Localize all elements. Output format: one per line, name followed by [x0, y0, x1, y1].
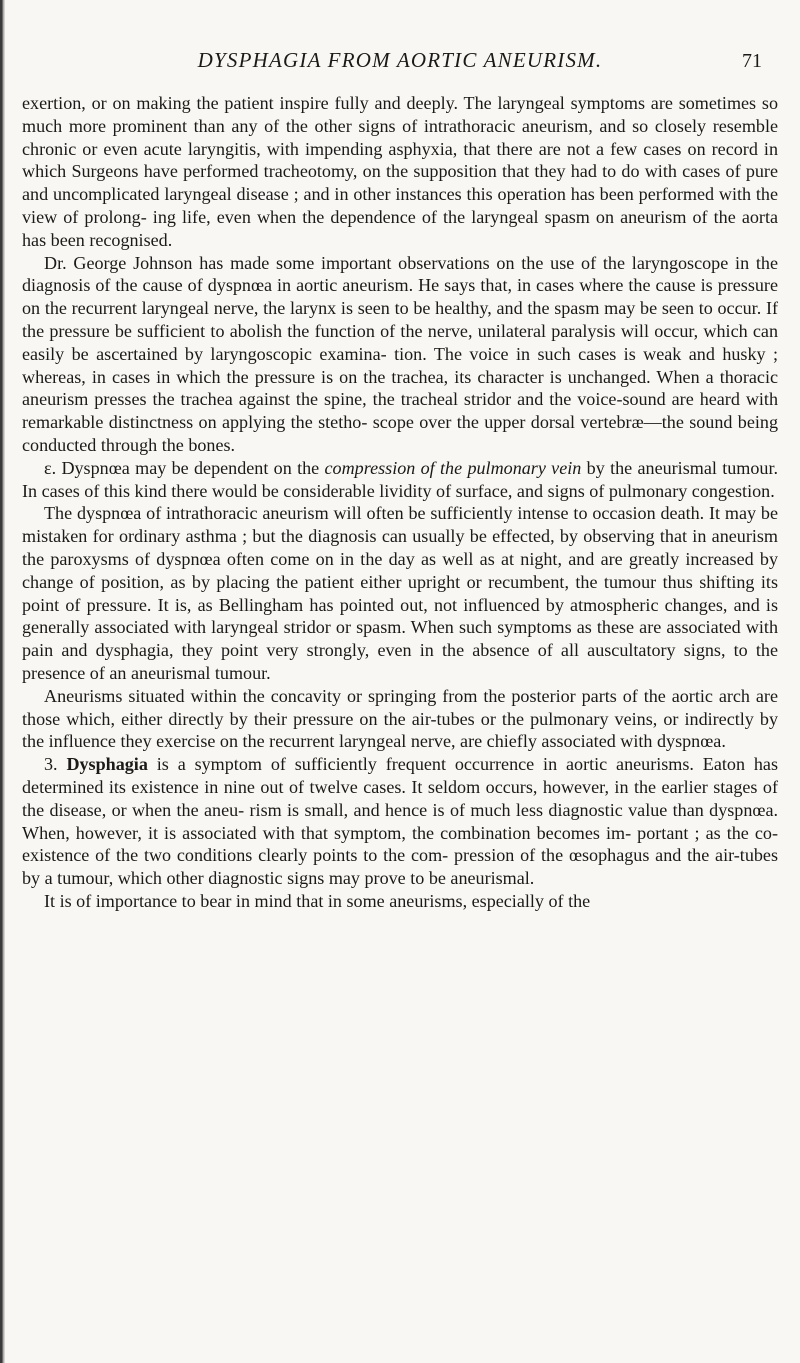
page-binding-edge — [0, 0, 5, 1363]
page-number: 71 — [742, 50, 762, 72]
paragraph-text: It is of importance to bear in mind that in some aneurisms, especially of the — [44, 890, 591, 911]
italic-phrase: compression of the pulmonary vein — [324, 457, 582, 478]
bold-term: Dysphagia — [66, 754, 148, 775]
paragraph-text: The dyspnœa of intrathoracic aneurism will often be sufficiently intense to occasion death. It may be mistaken for ordinary asthma ; but the diagnosis can usually be effected, by observing that in aneurism the paroxysms of dyspnœa often come on in the day as well as at night, and are greatly increased by change of position, as by placing the patient either upright or recumbent, the tumour thus shifting its point of pressure. It is, as Bellingham has pointed out, not influenced by atmospheric changes, and is generally associated with laryngeal stridor or spasm. When such symptoms as these are associated with pain and dysphagia, they point very strongly, even in the absence of all auscultatory signs, to the presence of an aneurismal tumour. — [22, 503, 778, 683]
paragraph-text: is a symptom of sufficiently frequent occurrence in aortic aneurisms. Eaton has determined its existence in nine out of twelve cases. It seldom occurs, however, in the earlier stages of the disease, or when the aneu- rism is small, and hence is of much less diagnostic value than dyspnœa. When, however, it is associated with that symptom, the combination becomes im- portant ; as the co-existence of the two conditions clearly points to the com- pression of the œsophagus and the air-tubes by a tumour, which other diagnostic signs may prove to be aneurismal. — [22, 754, 778, 889]
paragraph-text: by the aneurismal tumour. In cases of this kind there would be considerable lividity of surface, and signs of pulmonary congestion. — [22, 457, 778, 501]
paragraph-lead: ε. Dyspnœa may be dependent on the — [44, 457, 325, 478]
paragraph-text: Aneurisms situated within the concavity or springing from the posterior parts of the aortic arch are those which, either directly by their pressure on the air-tubes or the pulmonary veins, or indirectly by the influence they exercise on the recurrent laryngeal nerve, are chiefly associated with dyspnœa. — [22, 685, 778, 752]
page-header — [22, 48, 778, 92]
book-page — [22, 48, 778, 913]
running-title: DYSPHAGIA FROM AORTIC ANEURISM. — [197, 48, 603, 72]
body-text — [22, 92, 778, 913]
paragraph-text: exertion, or on making the patient inspire fully and deeply. The laryngeal symptoms are sometimes so much more prominent than any of the other signs of intrathoracic aneurism, and so closely resemble chronic or even acute laryngitis, with impending asphyxia, that there are not a few cases on record in which Surgeons have performed tracheotomy, on the supposition that they had to do with cases of pure and uncomplicated laryngeal disease ; and in other instances this operation has been performed with the view of prolong- ing life, even when the dependence of the laryngeal spasm on aneurism of the aorta has been recognised. — [22, 93, 778, 250]
paragraph-text: Dr. George Johnson has made some important observations on the use of the laryngoscope in the diagnosis of the cause of dyspnœa in aortic aneurism. He says that, in cases where the cause is pressure on the recurrent laryngeal nerve, the larynx is seen to be healthy, and the spasm may be seen to occur. If the pressure be sufficient to abolish the function of the nerve, unilateral paralysis will occur, which can easily be ascertained by laryngoscopic examina- tion. The voice in such cases is weak and husky ; whereas, in cases in which the pressure is on the trachea, its character is unchanged. When a thoracic aneurism presses the trachea against the spine, the tracheal stridor and the voice-sound are heard with remarkable distinctness on applying the stetho- scope over the upper dorsal vertebræ—the sound being conducted through the bones. — [22, 252, 778, 455]
paragraph-lead: 3. — [44, 754, 67, 775]
paragraph-exertion — [22, 92, 778, 252]
paragraph-dyspnoea-death — [22, 502, 778, 684]
paragraph-aneurisms-concavity — [22, 685, 778, 753]
paragraph-dysphagia — [22, 753, 778, 890]
paragraph-importance — [22, 890, 778, 913]
paragraph-johnson — [22, 252, 778, 457]
paragraph-epsilon — [22, 457, 778, 503]
